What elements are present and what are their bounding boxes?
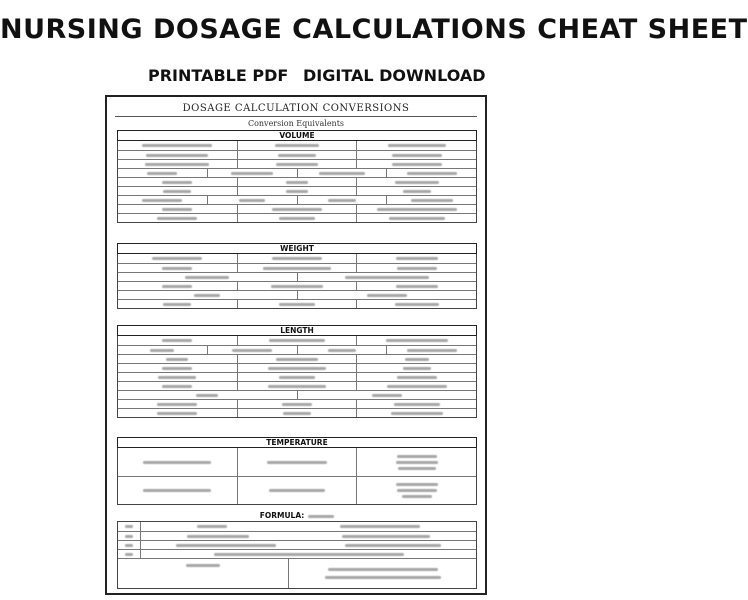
table-cell (297, 391, 477, 399)
table-cell (207, 346, 297, 354)
length-section (117, 325, 477, 418)
table-cell (141, 522, 476, 531)
blurred-text (395, 303, 439, 306)
blurred-text (279, 303, 315, 306)
blurred-text (194, 294, 220, 297)
sheet-subtitle: Conversion Equivalents (247, 119, 345, 128)
table-row (118, 408, 476, 417)
table-cell (237, 373, 357, 381)
table-cell (237, 355, 357, 363)
blurred-text (196, 394, 218, 397)
table-row (118, 363, 476, 372)
table-cell (237, 282, 357, 290)
table-cell (289, 559, 476, 588)
table-cell (356, 282, 476, 290)
temperature-section (117, 437, 477, 505)
table-cell (386, 169, 476, 177)
table-cell (237, 477, 357, 504)
table-row (118, 281, 476, 290)
table-row (118, 141, 476, 150)
table-cell (118, 355, 237, 363)
blurred-text (157, 217, 197, 220)
table-row (118, 390, 476, 399)
table-cell (356, 160, 476, 168)
blurred-text (231, 172, 273, 175)
blurred-text (269, 339, 325, 342)
blurred-text (187, 535, 249, 538)
weight-table (117, 254, 477, 309)
table-cell (297, 291, 477, 299)
blurred-text (143, 461, 211, 464)
table-row (118, 159, 476, 168)
table-cell (118, 400, 237, 408)
table-row (118, 150, 476, 159)
blurred-text (345, 544, 441, 547)
table-cell (237, 178, 357, 186)
table-cell (237, 151, 357, 159)
table-cell (118, 169, 207, 177)
blurred-text (214, 553, 404, 556)
table-cell (297, 196, 387, 204)
blurred-text (150, 349, 174, 352)
blurred-text (268, 367, 326, 370)
table-cell (356, 448, 476, 476)
table-cell (118, 214, 237, 222)
table-row (118, 177, 476, 186)
table-row (118, 299, 476, 308)
table-cell (118, 282, 237, 290)
blurred-text (342, 535, 430, 538)
blurred-text (405, 358, 429, 361)
table-cell (356, 264, 476, 272)
blurred-text (272, 257, 322, 260)
blurred-text (397, 489, 437, 492)
table-cell (118, 522, 141, 531)
blurred-text (278, 154, 316, 157)
blurred-text (272, 208, 322, 211)
blurred-text (185, 276, 229, 279)
blurred-text (411, 199, 453, 202)
table-row (118, 290, 476, 299)
blurred-text (166, 358, 188, 361)
table-cell (386, 196, 476, 204)
sheet-title: DOSAGE CALCULATION CONVERSIONS (182, 103, 410, 114)
blurred-text (340, 525, 420, 528)
blurred-text (389, 217, 445, 220)
table-cell (356, 336, 476, 345)
blurred-text (125, 525, 133, 528)
table-cell (356, 141, 476, 150)
table-cell (118, 160, 237, 168)
table-cell (118, 178, 237, 186)
table-cell (237, 187, 357, 195)
blurred-text (271, 285, 323, 288)
length-heading: LENGTH (117, 325, 477, 336)
table-cell (118, 364, 237, 372)
blurred-text (283, 412, 311, 415)
blurred-text (157, 403, 197, 406)
blurred-text (176, 544, 276, 547)
blurred-text (162, 285, 192, 288)
blurred-text (325, 576, 441, 579)
blurred-text (146, 154, 208, 157)
blurred-text (267, 461, 327, 464)
blurred-text (377, 208, 457, 211)
blurred-text (372, 394, 402, 397)
table-row (118, 336, 476, 345)
table-cell (118, 559, 289, 588)
blurred-text (394, 403, 440, 406)
table-cell (237, 141, 357, 150)
volume-table (117, 141, 477, 223)
blurred-text (328, 568, 438, 571)
table-row (118, 195, 476, 204)
blurred-text (396, 285, 438, 288)
printable-pdf-label: PRINTABLE PDF (148, 66, 289, 85)
table-cell (118, 391, 297, 399)
blurred-text (125, 535, 133, 538)
table-row (118, 204, 476, 213)
table-cell (356, 214, 476, 222)
table-cell (237, 300, 357, 308)
blurred-text (407, 172, 457, 175)
table-cell (356, 300, 476, 308)
table-cell (356, 205, 476, 213)
blurred-text (239, 199, 265, 202)
blurred-text (142, 199, 182, 202)
blurred-text (345, 276, 429, 279)
blurred-text (388, 144, 446, 147)
table-cell (118, 477, 237, 504)
table-row (118, 522, 476, 531)
table-cell (356, 355, 476, 363)
table-cell (118, 336, 237, 345)
table-cell (207, 196, 297, 204)
blurred-text (396, 257, 438, 260)
subtitle-row (0, 66, 600, 86)
table-cell (118, 300, 237, 308)
table-cell (118, 291, 297, 299)
blurred-text (268, 385, 326, 388)
blurred-text (286, 181, 308, 184)
blurred-text (162, 367, 192, 370)
blurred-text (162, 181, 192, 184)
blurred-text (397, 455, 437, 458)
blurred-text (145, 163, 209, 166)
digital-download-label: DIGITAL DOWNLOAD (303, 66, 486, 85)
blurred-text (396, 461, 438, 464)
blurred-text (328, 349, 356, 352)
blurred-text (396, 483, 438, 486)
table-cell (237, 214, 357, 222)
table-row (118, 549, 476, 558)
table-row (118, 168, 476, 177)
length-table (117, 336, 477, 418)
sheet-divider (115, 116, 477, 117)
blurred-text (397, 267, 437, 270)
table-cell (386, 346, 476, 354)
table-cell (118, 264, 237, 272)
table-cell (118, 448, 237, 476)
table-cell (237, 254, 357, 263)
blurred-text (276, 358, 318, 361)
table-cell (356, 382, 476, 390)
blurred-text (186, 564, 220, 567)
table-cell (118, 382, 237, 390)
table-cell (141, 550, 476, 558)
temperature-heading: TEMPERATURE (117, 437, 477, 448)
table-row (118, 272, 476, 281)
blurred-text (263, 267, 331, 270)
formula-label: FORMULA: (259, 511, 305, 520)
table-row (118, 263, 476, 272)
blurred-text (386, 339, 448, 342)
table-cell (356, 364, 476, 372)
table-cell (237, 364, 357, 372)
blurred-text (403, 367, 431, 370)
table-cell (118, 151, 237, 159)
formula-heading (117, 511, 477, 520)
blurred-text (308, 515, 334, 518)
blurred-text (162, 339, 192, 342)
table-cell (237, 409, 357, 417)
table-cell (356, 151, 476, 159)
blurred-text (407, 349, 457, 352)
table-row (118, 381, 476, 390)
blurred-text (197, 525, 227, 528)
blurred-text (276, 163, 318, 166)
blurred-text (397, 376, 437, 379)
blurred-text (163, 190, 191, 193)
blurred-text (282, 403, 312, 406)
table-cell (141, 532, 476, 540)
table-row (118, 476, 476, 504)
table-cell (118, 141, 237, 150)
table-row (118, 448, 476, 476)
table-cell (118, 254, 237, 263)
blurred-text (392, 163, 442, 166)
cheat-sheet-preview (105, 95, 487, 595)
blurred-text (403, 190, 431, 193)
blurred-text (275, 144, 319, 147)
table-cell (118, 541, 141, 549)
blurred-text (142, 144, 212, 147)
table-cell (356, 409, 476, 417)
table-cell (118, 196, 207, 204)
weight-heading: WEIGHT (117, 243, 477, 254)
table-cell (297, 169, 387, 177)
blurred-text (402, 495, 432, 498)
blurred-text (279, 217, 315, 220)
table-row (118, 254, 476, 263)
table-cell (356, 254, 476, 263)
table-cell (207, 169, 297, 177)
table-row (118, 540, 476, 549)
table-cell (141, 541, 476, 549)
table-cell (356, 373, 476, 381)
table-cell (237, 382, 357, 390)
blurred-text (269, 489, 325, 492)
blurred-text (162, 208, 192, 211)
blurred-text (279, 376, 315, 379)
table-row (118, 531, 476, 540)
table-row (118, 354, 476, 363)
volume-section (117, 130, 477, 223)
blurred-text (286, 190, 308, 193)
blurred-text (125, 553, 133, 556)
table-cell (118, 373, 237, 381)
table-cell (356, 477, 476, 504)
table-cell (118, 346, 207, 354)
volume-heading: VOLUME (117, 130, 477, 141)
blurred-text (125, 544, 133, 547)
table-row (118, 213, 476, 222)
page-title: NURSING DOSAGE CALCULATIONS CHEAT SHEET (0, 14, 748, 45)
table-cell (297, 346, 387, 354)
table-cell (118, 409, 237, 417)
blurred-text (163, 303, 191, 306)
table-cell (118, 187, 237, 195)
blurred-text (395, 181, 439, 184)
blurred-text (391, 412, 443, 415)
table-row (118, 186, 476, 195)
blurred-text (232, 349, 272, 352)
table-row (118, 372, 476, 381)
table-cell (237, 160, 357, 168)
table-cell (237, 336, 357, 345)
table-cell (237, 400, 357, 408)
blurred-text (162, 267, 192, 270)
table-row (118, 345, 476, 354)
table-row (118, 399, 476, 408)
table-cell (237, 205, 357, 213)
table-cell (356, 400, 476, 408)
blurred-text (398, 467, 436, 470)
temperature-table (117, 448, 477, 505)
table-cell (356, 178, 476, 186)
table-cell (118, 532, 141, 540)
blurred-text (143, 489, 211, 492)
table-cell (237, 448, 357, 476)
table-cell (118, 273, 297, 281)
blurred-text (158, 376, 196, 379)
blurred-text (387, 385, 447, 388)
table-cell (356, 187, 476, 195)
weight-section (117, 243, 477, 309)
blurred-text (162, 385, 192, 388)
blurred-text (367, 294, 407, 297)
table-cell (297, 273, 477, 281)
table-row (118, 558, 476, 588)
table-cell (237, 264, 357, 272)
blurred-text (319, 172, 365, 175)
table-cell (118, 205, 237, 213)
table-cell (118, 550, 141, 558)
blurred-text (147, 172, 177, 175)
blurred-text (392, 154, 442, 157)
blurred-text (152, 257, 202, 260)
blurred-text (157, 412, 197, 415)
formula-table (117, 521, 477, 589)
blurred-text (328, 199, 356, 202)
